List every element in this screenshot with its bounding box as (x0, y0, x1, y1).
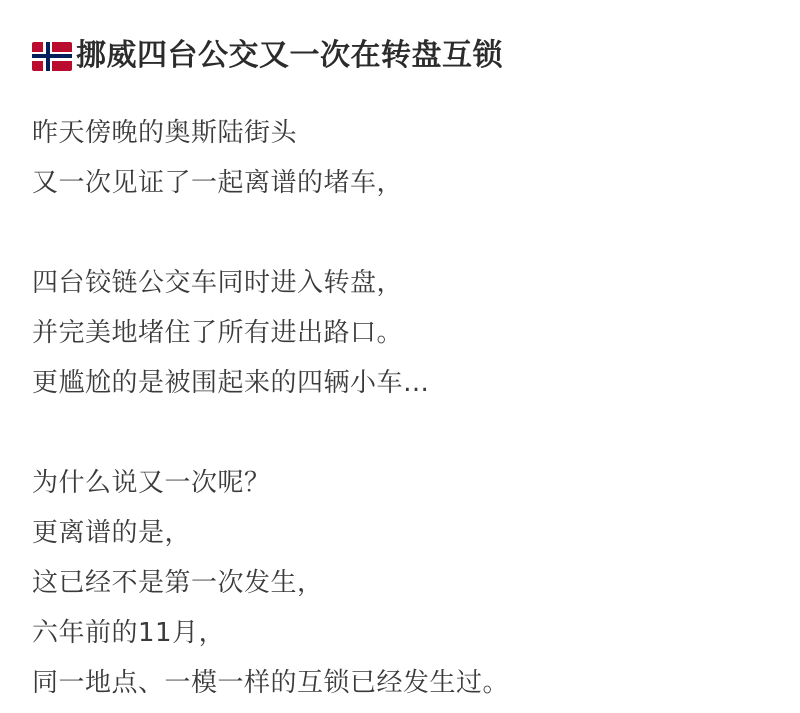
body-line-blank (32, 408, 770, 458)
body-line-blank (32, 208, 770, 258)
body-line: 为什么说又一次呢？ (32, 468, 271, 499)
norway-flag-icon (32, 42, 72, 71)
body-line: 并完美地堵住了所有进出路口。 (32, 318, 404, 349)
flag-blue-horizontal (32, 54, 72, 58)
body-line: 又一次见证了一起离谱的堵车， (32, 168, 404, 199)
body-line: 更离谱的是， (32, 518, 192, 549)
flag-blue-vertical (46, 42, 50, 71)
page-title: 挪威四台公交又一次在转盘互锁 (76, 38, 503, 74)
post-body (32, 108, 770, 708)
post-title-row (32, 18, 770, 94)
body-line: 昨天傍晚的奥斯陆街头 (32, 118, 298, 149)
body-line: 更尴尬的是被围起来的四辆小车… (32, 368, 430, 399)
body-line: 同一地点、一模一样的互锁已经发生过。 (32, 668, 510, 699)
body-line: 六年前的11月， (32, 618, 226, 649)
body-line: 四台铰链公交车同时进入转盘， (32, 268, 404, 299)
body-line: 这已经不是第一次发生， (32, 568, 324, 599)
